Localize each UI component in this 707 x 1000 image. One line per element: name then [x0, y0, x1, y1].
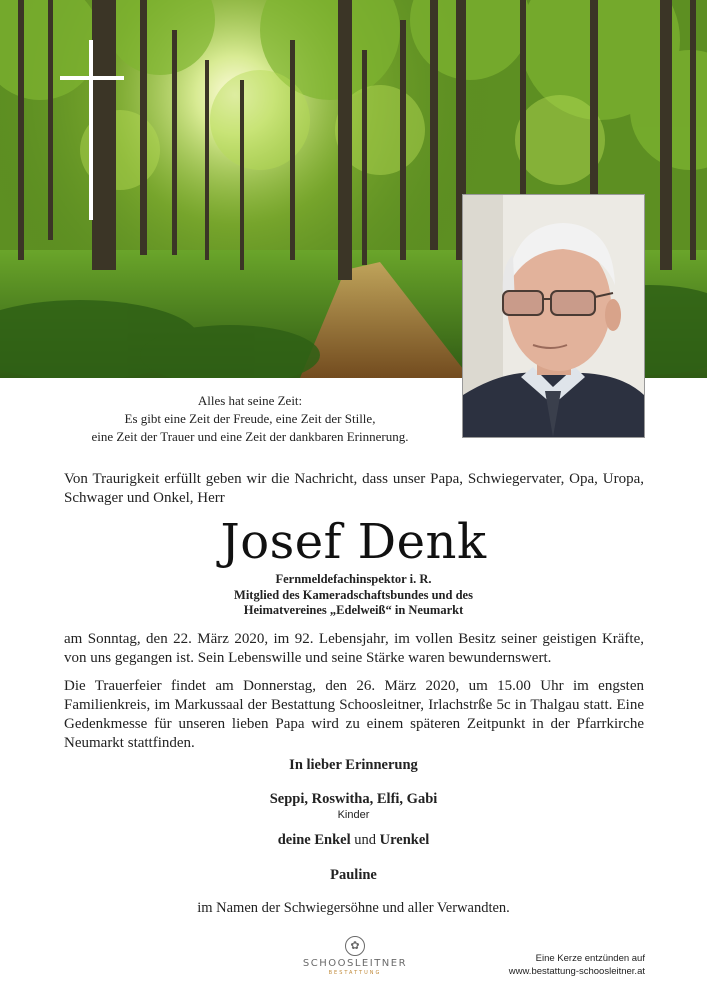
- rose-icon: ✿: [345, 936, 365, 956]
- grandchildren-label: deine Enkel: [277, 832, 351, 848]
- partner-name: Pauline: [330, 867, 377, 883]
- grandchildren-conjunction: und: [350, 832, 380, 848]
- portrait-photo: [462, 194, 645, 438]
- mourners-heading: In lieber Erinnerung: [289, 757, 418, 773]
- portrait-illustration: [463, 195, 644, 437]
- death-notice-paragraph: am Sonntag, den 22. März 2020, im 92. Lebensjahr, im vollen Besitz seiner geistigen Kräfte, von uns gegangen ist. Sein Lebenswille und seine Stärke waren bewundernswert.: [64, 631, 644, 666]
- quote-block: [40, 392, 460, 446]
- title-line-1: Fernmeldefachinspektor i. R.: [275, 572, 432, 586]
- children-names: Seppi, Roswitha, Elfi, Gabi: [269, 791, 438, 807]
- funeral-home-logo: [300, 936, 410, 976]
- grandchildren-line: [0, 832, 707, 849]
- cross-icon: [60, 40, 124, 220]
- title-line-2: Mitglied des Kameradschaftsbundes und des: [234, 587, 473, 602]
- closing-line: im Namen der Schwiegersöhne und aller Verwandten.: [197, 900, 510, 916]
- intro-paragraph: Von Traurigkeit erfüllt geben wir die Nachricht, dass unser Papa, Schwiegervater, Opa, Uropa, Schwager und Onkel, Herr: [64, 471, 644, 506]
- candle-note: [509, 952, 645, 978]
- great-grandchildren-label: Urenkel: [379, 832, 430, 848]
- deceased-name: Josef Denk: [220, 514, 487, 570]
- children-label: Kinder: [337, 809, 370, 821]
- deceased-titles: [0, 572, 707, 619]
- quote-line-1: Alles hat seine Zeit:: [197, 393, 303, 408]
- quote-line-3: eine Zeit der Trauer und eine Zeit der dankbaren Erinnerung.: [91, 429, 409, 444]
- funeral-paragraph: Die Trauerfeier findet am Donnerstag, den 26. März 2020, um 15.00 Uhr im engsten Familienkreis, im Markussaal der Bestattung Schoosleitner, Irlachstrße 5c in Thalgau statt. Eine Gedenkmesse für unseren lieben Papa wird zu einem späteren Zeitpunkt in der Pfarrkirche Neumarkt stattfinden.: [64, 678, 644, 751]
- candle-text: Eine Kerze entzünden auf: [535, 953, 645, 964]
- logo-brand: SCHOOSLEITNER: [302, 958, 408, 969]
- candle-website-link[interactable]: www.bestattung-schoosleitner.at: [508, 966, 645, 977]
- logo-subtitle: BESTATTUNG: [328, 970, 382, 976]
- quote-line-2: Es gibt eine Zeit der Freude, eine Zeit der Stille,: [124, 411, 376, 426]
- title-line-3: Heimatvereines „Edelweiß“ in Neumarkt: [243, 603, 464, 617]
